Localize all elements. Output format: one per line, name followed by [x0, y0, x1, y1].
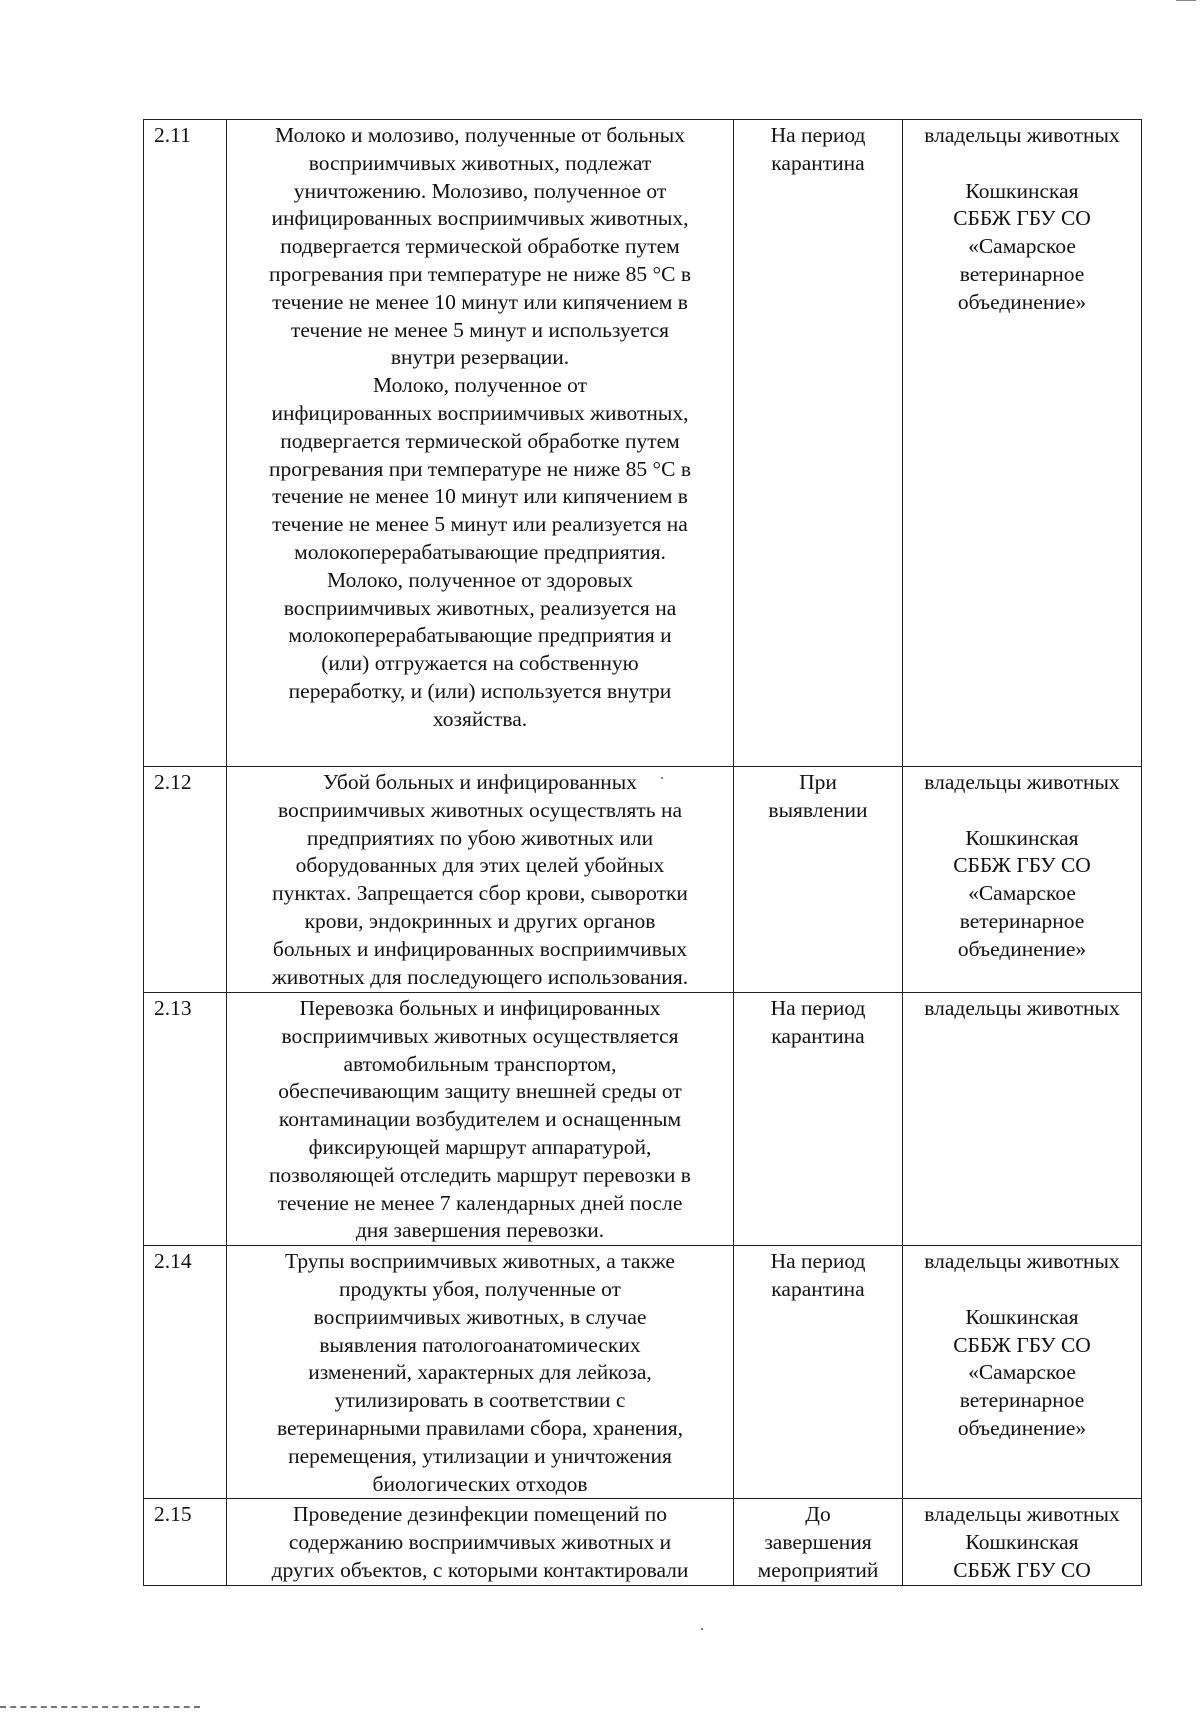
measure-term: На период карантина [734, 1246, 903, 1499]
measure-term: При выявлении [734, 767, 903, 993]
table-row [144, 120, 1142, 767]
measure-description [227, 993, 734, 1246]
description-paragraph: Молоко, полученное от здоровых восприимчивых животных, реализуется на молокоперерабатывающие предприятия и (или) отгружается на собственную переработку, и (или) используется внутри хозяйства. [283, 567, 677, 731]
measure-description [227, 767, 734, 993]
measure-term: На период карантина [734, 120, 903, 767]
description-paragraph: Молоко, полученное от инфицированных восприимчивых животных, подвергается термической обработке путем прогревания при температуре не ниже 85 °С в течение не менее 10 минут или кипячением в течение не менее 5 минут или реализуется на молокоперерабатывающие предприятия. [268, 373, 692, 564]
measure-term: До завершения мероприятий [734, 1499, 903, 1585]
responsible-vet-station: Кошкинская СББЖ ГБУ СО «Самарское ветеринарное объединение» [953, 1304, 1091, 1440]
measure-term: На период карантина [734, 993, 903, 1246]
measure-responsible [903, 1246, 1142, 1499]
responsible-vet-station: Кошкинская СББЖ ГБУ СО «Самарское ветеринарное объединение» [953, 825, 1091, 961]
measure-responsible [903, 1499, 1142, 1585]
description-paragraph: Убой больных и инфицированных восприимчивых животных осуществлять на предприятиях по убою животных или оборудованных для этих целей убойных пунктах. Запрещается сбор крови, сыворотки крови, эндокринных и других органов больных и инфицированных восприимчивых животных для последующего использования. [271, 770, 689, 989]
measure-responsible [903, 993, 1142, 1246]
row-number: 2.15 [144, 1499, 227, 1585]
description-paragraph: Молоко и молозиво, полученные от больных восприимчивых животных, подлежат уничтожению. Молозиво, полученное от инфицированных восприимчивых животных, подвергается термической обработке путем прогревания при температуре не ниже 85 °С в течение не менее 10 минут или кипячением в течение не менее 5 минут и используется внутри резервации. [268, 123, 692, 370]
row-number: 2.14 [144, 1246, 227, 1499]
measure-description [227, 1246, 734, 1499]
table-row [144, 767, 1142, 993]
measure-description [227, 120, 734, 767]
description-paragraph: Проведение дезинфекции помещений по содержанию восприимчивых животных и других объектов, с которыми контактировали [271, 1502, 689, 1582]
measure-responsible [903, 120, 1142, 767]
scan-speck [701, 1628, 703, 1630]
description-paragraph: Трупы восприимчивых животных, а также продукты убоя, полученные от восприимчивых животных, в случае выявления патологоанатомических изменений, характерных для лейкоза, утилизировать в соответствии с ветеринарными правилами сбора, хранения, перемещения, утилизации и уничтожения биологических отходов [276, 1249, 684, 1496]
scan-edge-artifact [0, 1704, 200, 1708]
responsible-vet-station: Кошкинская СББЖ ГБУ СО «Самарское ветеринарное объединение» [953, 178, 1091, 314]
responsible-owners: владельцы животных [924, 123, 1120, 147]
table-row [144, 1246, 1142, 1499]
table-row [144, 993, 1142, 1246]
description-paragraph: Перевозка больных и инфицированных восприимчивых животных осуществляется автомобильным транспортом, обеспечивающим защиту внешней среды от контаминации возбудителем и оснащенным фиксирующей маршрут аппаратурой, позволяющей отследить маршрут перевозки в течение не менее 7 календарных дней после дня завершения перевозки. [269, 996, 691, 1243]
measure-responsible [903, 767, 1142, 993]
responsible-owners-and-station: владельцы животных Кошкинская СББЖ ГБУ СО [924, 1502, 1120, 1582]
responsible-owners: владельцы животных [924, 996, 1120, 1020]
responsible-owners: владельцы животных [924, 770, 1120, 794]
measures-table [143, 119, 1142, 1586]
measure-description [227, 1499, 734, 1585]
row-number: 2.13 [144, 993, 227, 1246]
scan-corner-mark [1176, 0, 1196, 4]
row-number: 2.12 [144, 767, 227, 993]
row-number: 2.11 [144, 120, 227, 767]
table-row [144, 1499, 1142, 1585]
responsible-owners: владельцы животных [924, 1249, 1120, 1274]
